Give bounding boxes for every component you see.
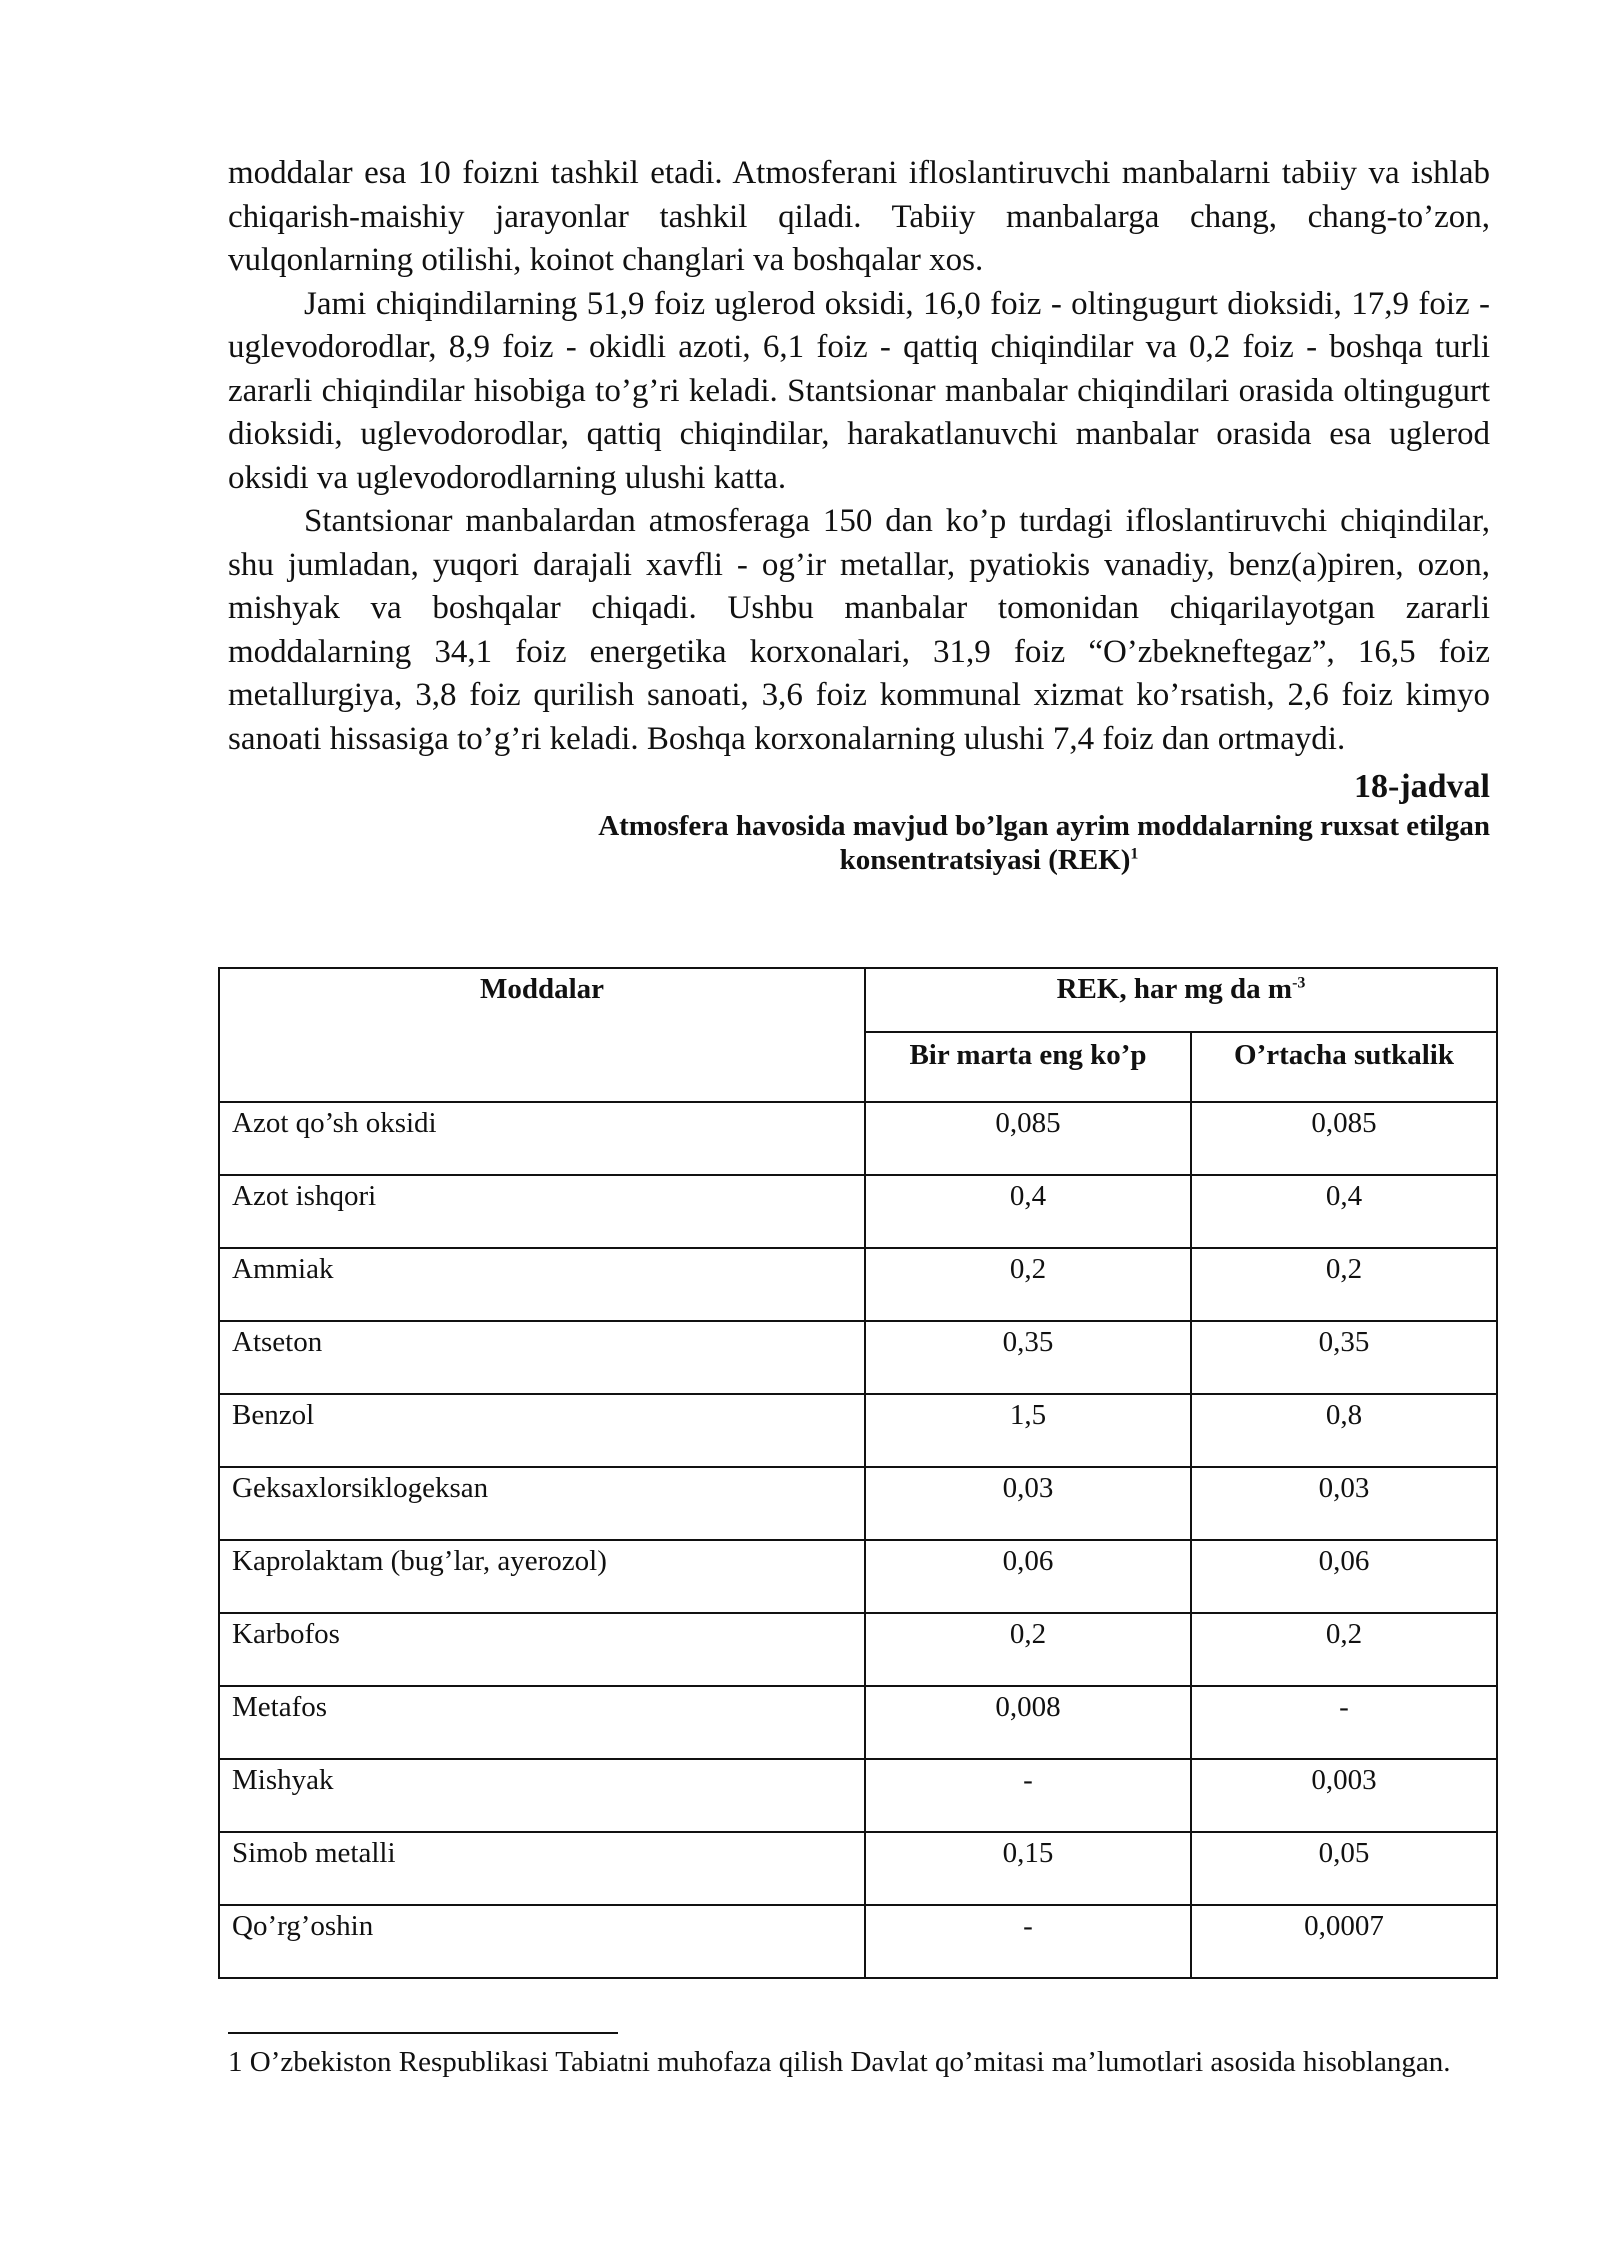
paragraph-3: Stantsionar manbalardan atmosferaga 150 dan ko’p turdagi ifloslantiruvchi chiqindilar, shu jumladan, yuqori darajali xavfli - og’ir metallar, pyatiokis vanadiy, benz(a)piren, ozon, mishyak va boshqalar chiqadi. Ushbu manbalar tomonidan chiqarilayotgan zararli moddalarning 34,1 foiz energetika korxonalari, 31,9 foiz “O’zbekneftegaz”, 16,5 foiz metallurgiya, 3,8 foiz qurilish sanoati, 3,6 foiz kommunal xizmat ko’rsatish, 2,6 foiz kimyo sanoati hissasiga to’g’ri keladi. Boshqa korxonalarning ulushi 7,4 foiz dan ortmaydi. [228, 503, 1490, 757]
cell-substance: Azot ishqori [219, 1175, 865, 1248]
cell-substance: Azot qo’sh oksidi [219, 1102, 865, 1175]
table-number: 18-jadval [1354, 768, 1490, 805]
cell-daily-avg: 0,0007 [1191, 1905, 1497, 1978]
cell-single-max: 0,4 [865, 1175, 1191, 1248]
cell-single-max: 0,15 [865, 1832, 1191, 1905]
table-title-line2 [228, 843, 1490, 877]
cell-single-max: 0,35 [865, 1321, 1191, 1394]
cell-daily-avg: 0,06 [1191, 1540, 1497, 1613]
table-title [228, 809, 1490, 877]
document-page [228, 152, 1490, 2078]
table-header-row-1 [219, 968, 1497, 1032]
cell-substance: Mishyak [219, 1759, 865, 1832]
cell-daily-avg: 0,003 [1191, 1759, 1497, 1832]
header-ortacha: O’rtacha sutkalik [1191, 1032, 1497, 1102]
table-row [219, 1905, 1497, 1978]
table-title-line1: Atmosfera havosida mavjud bo’lgan ayrim moddalarning ruxsat etilgan [598, 810, 1490, 842]
cell-daily-avg: 0,2 [1191, 1613, 1497, 1686]
table-row [219, 1102, 1497, 1175]
cell-substance: Simob metalli [219, 1832, 865, 1905]
table-title-line2-text: konsentratsiyasi (REK) [839, 844, 1131, 876]
cell-single-max: - [865, 1759, 1191, 1832]
cell-substance: Qo’rg’oshin [219, 1905, 865, 1978]
header-rek-group-text: REK, har mg da m [1056, 973, 1293, 1005]
rek-table [218, 967, 1498, 1979]
cell-substance: Geksaxlorsiklogeksan [219, 1467, 865, 1540]
table-row [219, 1832, 1497, 1905]
table-row [219, 1540, 1497, 1613]
header-bir-marta: Bir marta eng ko’p [865, 1032, 1191, 1102]
cell-single-max: 0,2 [865, 1613, 1191, 1686]
cell-substance: Metafos [219, 1686, 865, 1759]
cell-substance: Karbofos [219, 1613, 865, 1686]
table-row [219, 1321, 1497, 1394]
cell-daily-avg: 0,2 [1191, 1248, 1497, 1321]
cell-daily-avg: 0,03 [1191, 1467, 1497, 1540]
table-row [219, 1759, 1497, 1832]
cell-daily-avg: 0,8 [1191, 1394, 1497, 1467]
table-row [219, 1248, 1497, 1321]
cell-daily-avg: - [1191, 1686, 1497, 1759]
cell-substance: Ammiak [219, 1248, 865, 1321]
cell-daily-avg: 0,4 [1191, 1175, 1497, 1248]
table-row [219, 1394, 1497, 1467]
cell-daily-avg: 0,05 [1191, 1832, 1497, 1905]
cell-single-max: 1,5 [865, 1394, 1191, 1467]
cell-single-max: 0,008 [865, 1686, 1191, 1759]
cell-substance: Atseton [219, 1321, 865, 1394]
cell-daily-avg: 0,085 [1191, 1102, 1497, 1175]
header-rek-group [865, 968, 1497, 1032]
cell-single-max: 0,03 [865, 1467, 1191, 1540]
table-row [219, 1467, 1497, 1540]
footnote-divider [228, 2032, 618, 2034]
header-rek-sup: -3 [1292, 974, 1306, 992]
header-moddalar: Moddalar [219, 968, 865, 1102]
cell-substance: Kaprolaktam (bug’lar, ayerozol) [219, 1540, 865, 1613]
table-row [219, 1613, 1497, 1686]
table-body [219, 1102, 1497, 1978]
table-row [219, 1686, 1497, 1759]
cell-substance: Benzol [219, 1394, 865, 1467]
table-row [219, 1175, 1497, 1248]
paragraph-2: Jami chiqindilarning 51,9 foiz uglerod oksidi, 16,0 foiz - oltingugurt dioksidi, 17,9 foiz - uglevodorodlar, 8,9 foiz - okidli azoti, 6,1 foiz - qattiq chiqindilar va 0,2 foiz - boshqa turli zararli chiqindilar hisobiga to’g’ri keladi. Stantsionar manbalar chiqindilari orasida oltingugurt dioksidi, uglevodorodlar, qattiq chiqindilar, harakatlanuvchi manbalar orasida esa uglerod oksidi va uglevodorodlarning ulushi katta. [228, 285, 1490, 496]
cell-single-max: 0,085 [865, 1102, 1191, 1175]
footnote-ref: 1 [1130, 845, 1139, 863]
footnote: 1 O’zbekiston Respublikasi Tabiatni muhofaza qilish Davlat qo’mitasi ma’lumotlari asosida hisoblangan. [228, 2046, 1451, 2078]
cell-single-max: - [865, 1905, 1191, 1978]
cell-daily-avg: 0,35 [1191, 1321, 1497, 1394]
cell-single-max: 0,2 [865, 1248, 1191, 1321]
cell-single-max: 0,06 [865, 1540, 1191, 1613]
paragraph-1: moddalar esa 10 foizni tashkil etadi. Atmosferani ifloslantiruvchi manbalarni tabiiy va ishlab chiqarish-maishiy jarayonlar tashkil qiladi. Tabiiy manbalarga chang, chang-to’zon, vulqonlarning otilishi, koinot changlari va boshqalar xos. [228, 155, 1490, 278]
